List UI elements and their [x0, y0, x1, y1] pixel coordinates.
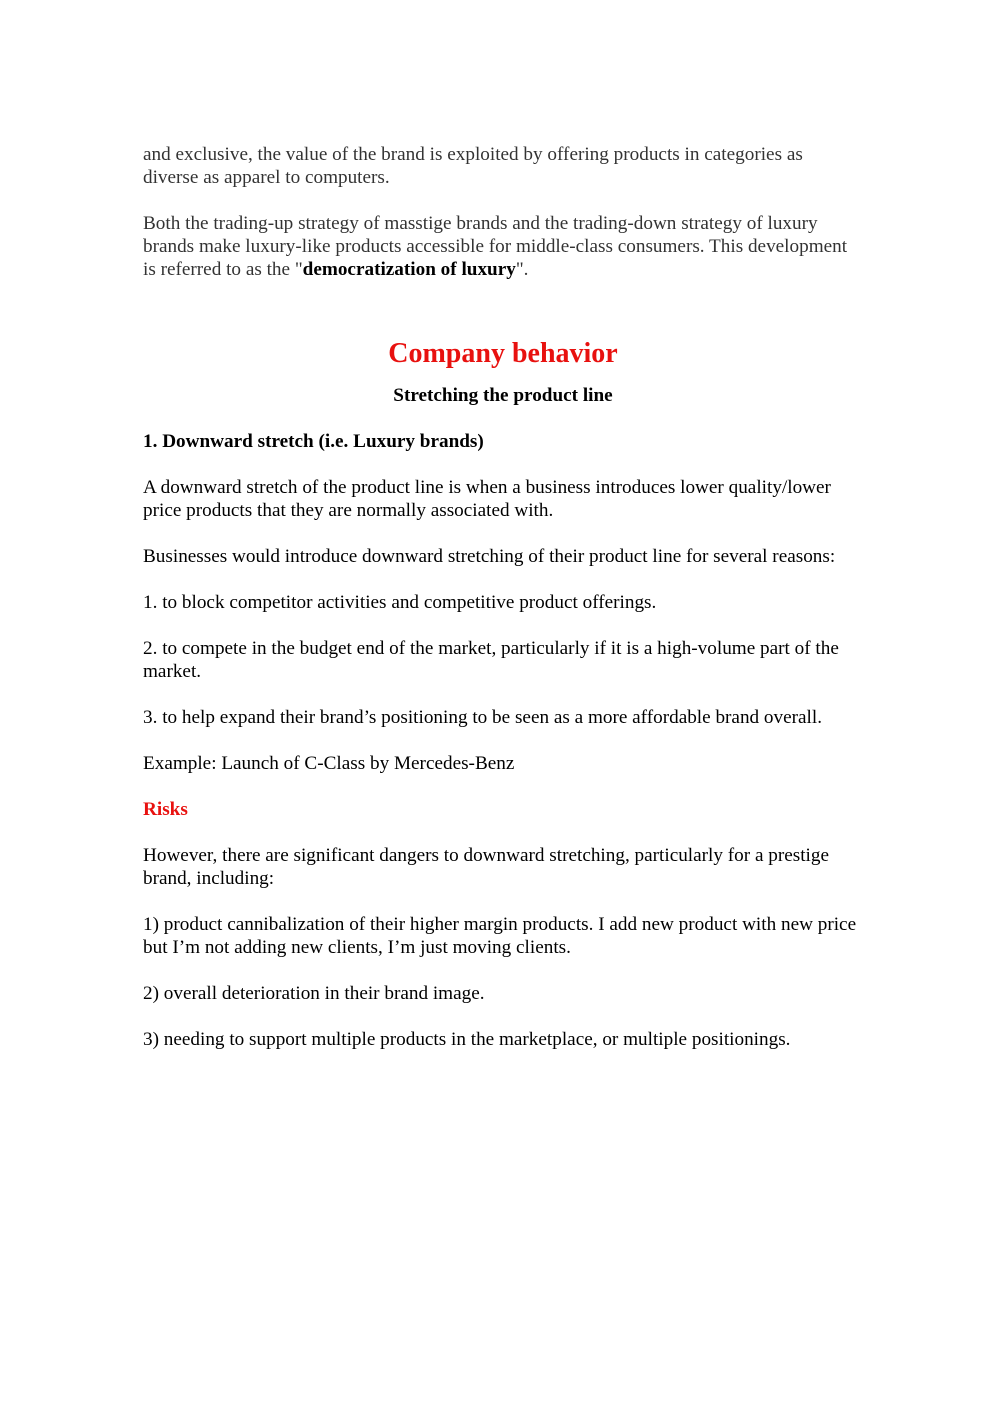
democratization-term: democratization of luxury	[302, 259, 516, 280]
section-subtitle: Stretching the product line	[393, 385, 613, 406]
intro-text-end: ".	[515, 259, 529, 280]
risks-intro: However, there are significant dangers to downward stretching, particularly for a prestige brand, including:	[143, 845, 829, 889]
document-page	[143, 143, 863, 1074]
risk-item: 2) overall deterioration in their brand image.	[143, 983, 485, 1004]
risk-item: 1) product cannibalization of their higher margin products. I add new product with new price but I’m not adding new clients, I’m just moving clients.	[143, 914, 857, 958]
intro-paragraph-2	[143, 212, 863, 281]
example-paragraph: Example: Launch of C-Class by Mercedes-Benz	[143, 753, 515, 774]
intro-paragraph-1: and exclusive, the value of the brand is exploited by offering products in categories as diverse as apparel to computers.	[143, 144, 803, 188]
reason-item: 3. to help expand their brand’s positioning to be seen as a more affordable brand overall.	[143, 707, 823, 728]
risk-item: 3) needing to support multiple products in the marketplace, or multiple positionings.	[143, 1029, 791, 1050]
subsection-heading: 1. Downward stretch (i.e. Luxury brands)	[143, 431, 484, 452]
reason-item: 1. to block competitor activities and competitive product offerings.	[143, 592, 657, 613]
reasons-intro: Businesses would introduce downward stretching of their product line for several reasons:	[143, 546, 836, 567]
section-title: Company behavior	[388, 338, 618, 369]
risks-heading: Risks	[143, 799, 188, 820]
definition-paragraph: A downward stretch of the product line is when a business introduces lower quality/lower price products that they are normally associated with.	[143, 477, 831, 521]
intro-text: Both the trading-up strategy of masstige brands and the trading-down strategy of luxury brands make luxury-like products accessible for middle-class consumers. This development is referred to as the "	[143, 213, 848, 280]
reason-item: 2. to compete in the budget end of the market, particularly if it is a high-volume part of the market.	[143, 638, 839, 682]
